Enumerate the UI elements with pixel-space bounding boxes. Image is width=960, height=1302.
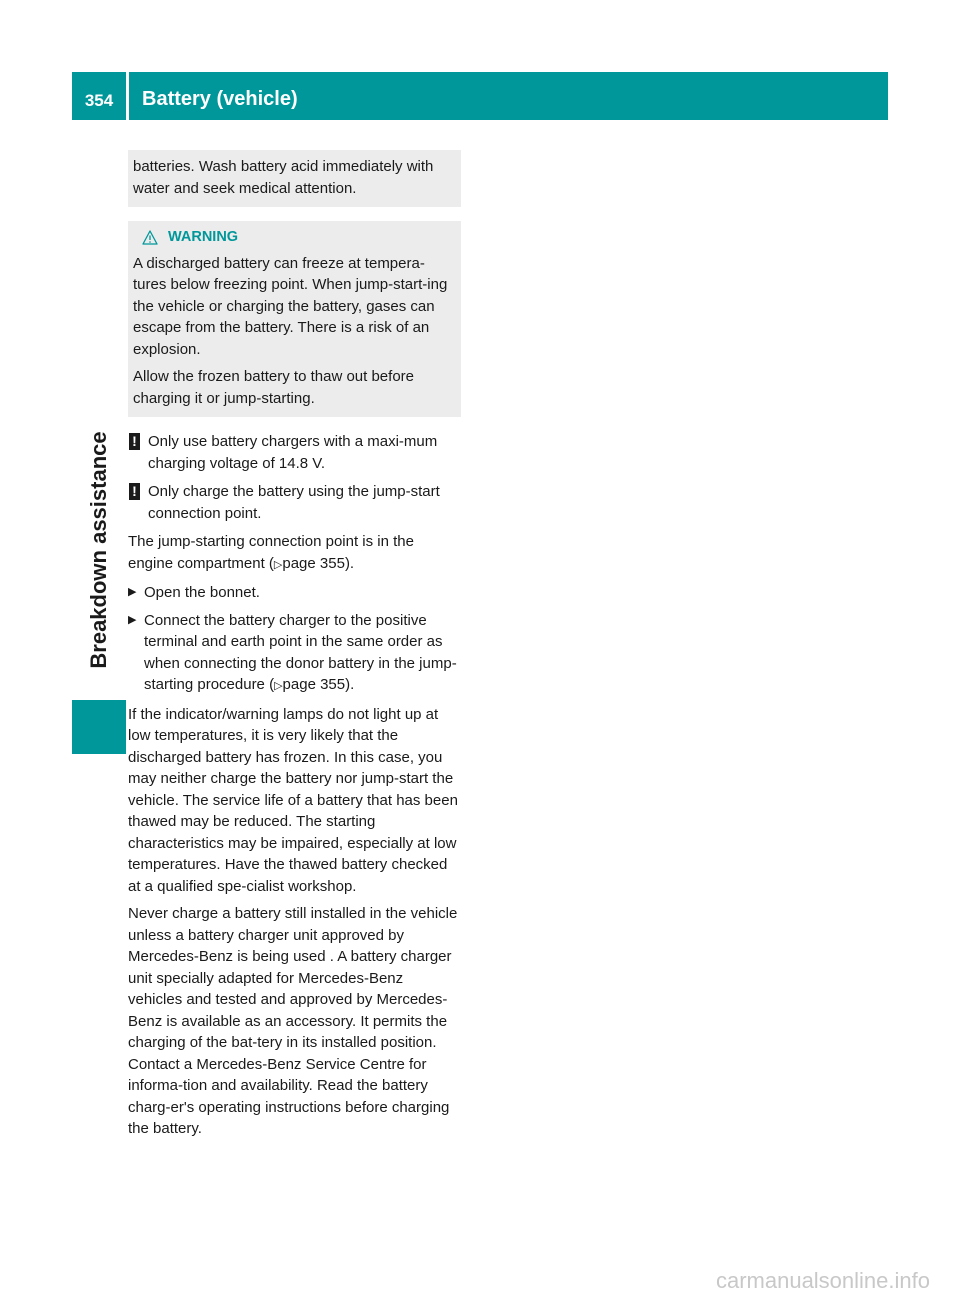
page-title: Battery (vehicle) bbox=[142, 88, 298, 110]
instruction-step bbox=[128, 610, 461, 698]
warning-text: A discharged battery can freeze at tempera-tures below freezing point. When jump-start-ing the vehicle or charging the battery, gases can escape from the battery. There is a risk of an explosion. bbox=[133, 254, 448, 358]
info-box bbox=[128, 150, 461, 207]
step-arrow-icon: ▶ bbox=[128, 613, 137, 626]
page-ref-arrow-icon: ▷ bbox=[273, 558, 283, 571]
step-text: Connect the battery charger to the positive terminal and earth point in the same order as when connecting the donor battery in the jump-starting procedure (▷page 355). bbox=[144, 611, 457, 693]
info-box-text: batteries. Wash battery acid immediately with water and seek medical attention. bbox=[133, 158, 434, 197]
instruction-step bbox=[128, 582, 461, 604]
page-reference-link[interactable]: page 355). bbox=[282, 676, 355, 693]
content-column bbox=[128, 150, 461, 1146]
caution-note-text: Only use battery chargers with a maxi-mum charging voltage of 14.8 V. bbox=[148, 433, 438, 472]
caution-note-text: Only charge the battery using the jump-start connection point. bbox=[148, 483, 440, 522]
paragraph: If the indicator/warning lamps do not light up at low temperatures, it is very likely that the discharged battery has frozen. In this case, you may neither charge the battery nor jump-start the vehicle. The service life of a battery that has been thawed may be reduced. The starting characteristics may be impaired, especially at low temperatures. Have the thawed battery checked at a qualified spe-cialist workshop. bbox=[128, 705, 458, 895]
warning-header bbox=[133, 227, 454, 249]
step-text: Open the bonnet. bbox=[144, 584, 260, 601]
warning-triangle-icon bbox=[142, 230, 158, 245]
page-ref-arrow-icon: ▷ bbox=[274, 680, 283, 692]
section-side-marker bbox=[72, 700, 126, 754]
warning-box bbox=[128, 221, 461, 417]
paragraph: Never charge a battery still installed in the vehicle unless a battery charger unit approved by Mercedes-Benz is being used . A battery charger unit specially adapted for Mercedes-Benz vehicles and tested and approved by Mercedes-Benz is available as an accessory. It permits the charging of the bat-tery in its installed position. Contact a Mercedes-Benz Service Centre for informa-tion and availability. Read the battery charg-er's operating instructions before charging the battery. bbox=[128, 905, 458, 1137]
warning-instruction: Allow the frozen battery to thaw out before charging it or jump-starting. bbox=[133, 368, 414, 407]
page-number: 354 bbox=[84, 91, 114, 110]
caution-icon: ! bbox=[129, 483, 140, 500]
warning-title: WARNING bbox=[168, 229, 239, 245]
caution-icon: ! bbox=[129, 433, 140, 450]
step-arrow-icon: ▶ bbox=[128, 586, 137, 598]
section-side-tab bbox=[72, 400, 126, 700]
section-side-tab-label: Breakdown assistance bbox=[86, 431, 111, 669]
paragraph: The jump-starting connection point is in the engine compartment (▷page 355). bbox=[128, 533, 414, 572]
watermark: carmanualsonline.info bbox=[715, 1268, 930, 1293]
page-reference-link[interactable]: page 355). bbox=[282, 554, 355, 572]
caution-note bbox=[128, 481, 461, 524]
caution-note bbox=[128, 431, 461, 474]
header-divider bbox=[126, 72, 129, 120]
